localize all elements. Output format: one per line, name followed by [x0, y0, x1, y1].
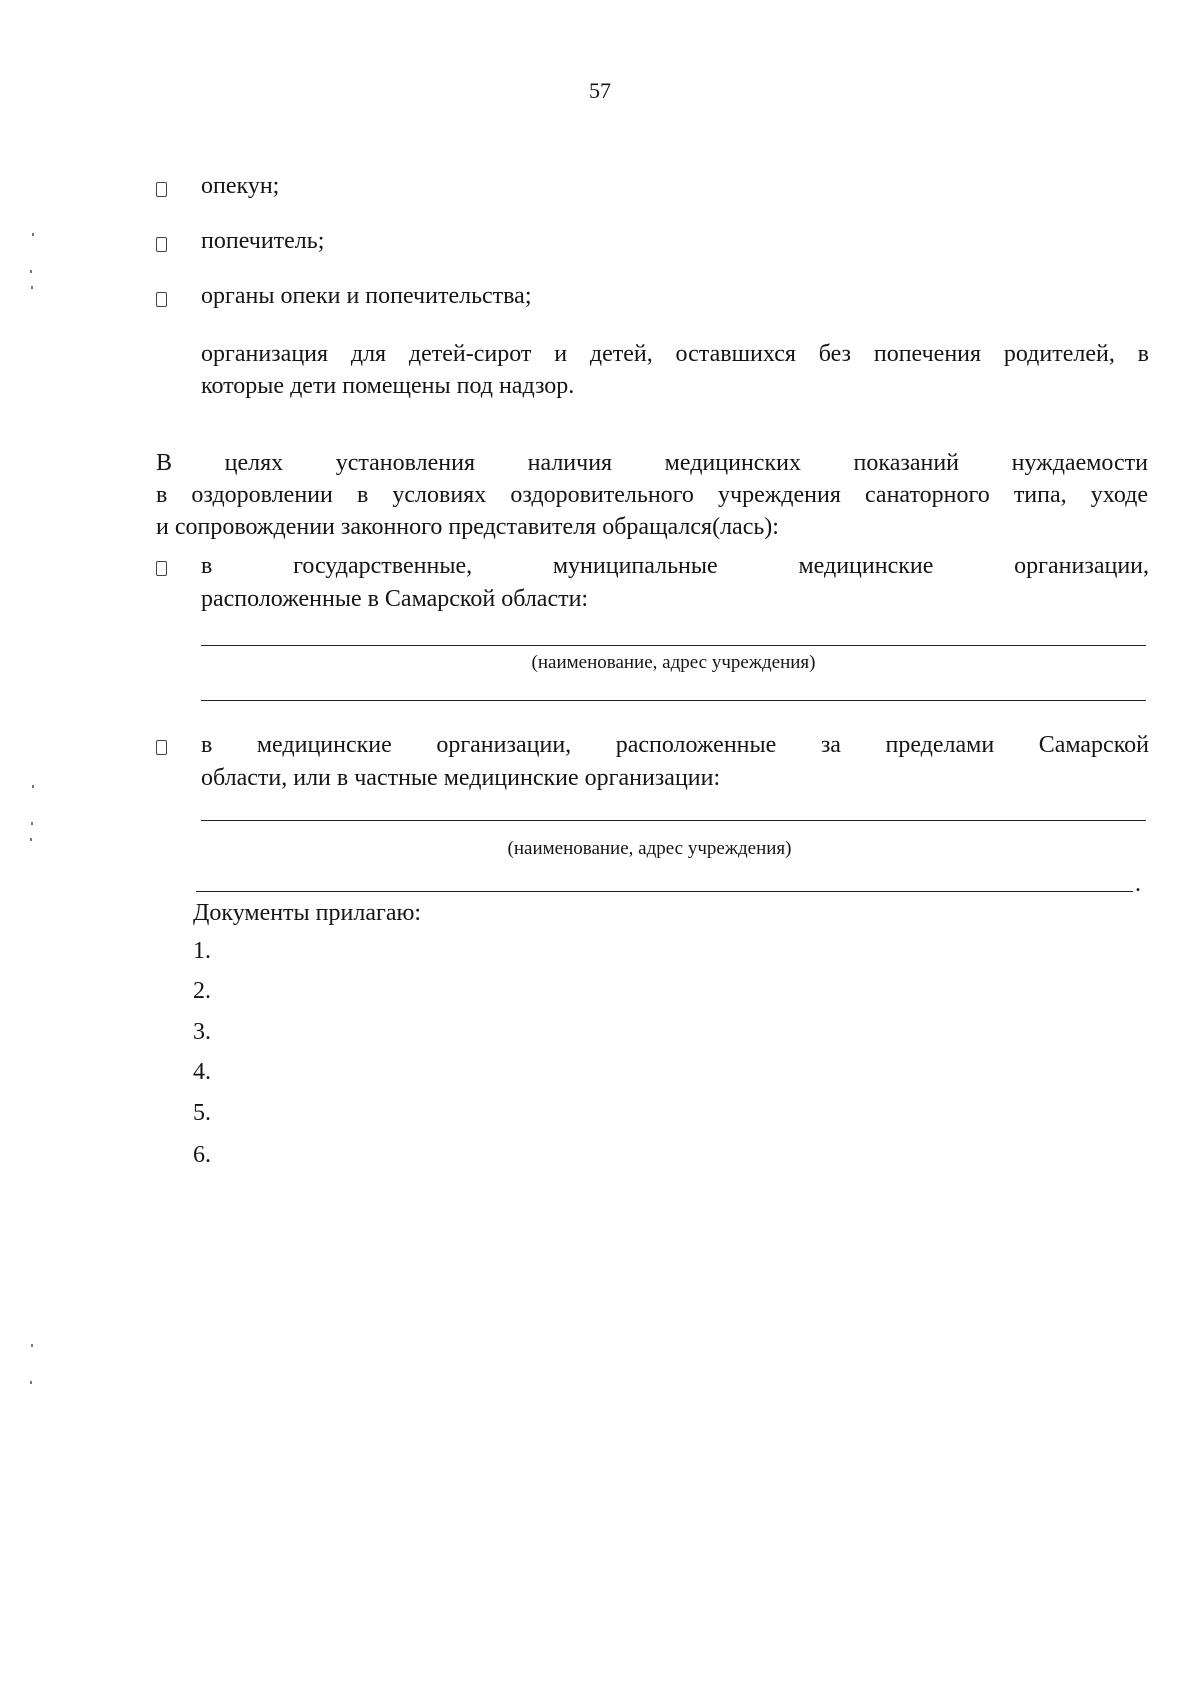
option-trustee-label: попечитель;: [201, 228, 325, 254]
purpose-paragraph-line3: и сопровождении законного представителя обращался(лась):: [156, 514, 779, 540]
scan-speck: [32, 785, 34, 788]
checkbox-trustee[interactable]: [156, 237, 167, 252]
scan-speck: [31, 286, 33, 289]
checkbox-guardianship-authorities[interactable]: [156, 292, 167, 307]
scan-speck: [32, 233, 34, 236]
other-organization-end-mark: .: [1135, 871, 1141, 897]
scan-speck: [31, 1344, 33, 1347]
checkbox-state-organizations[interactable]: [156, 561, 167, 576]
documents-item-3: 3.: [193, 1019, 211, 1045]
other-organization-input-line-2[interactable]: [196, 891, 1133, 892]
option-guardianship-authorities-label: органы опеки и попечительства;: [201, 283, 532, 309]
scan-speck: [30, 270, 32, 273]
other-organization-input-line-1[interactable]: [201, 820, 1146, 821]
documents-item-1: 1.: [193, 938, 211, 964]
documents-item-5: 5.: [193, 1100, 211, 1126]
scan-speck: [31, 822, 33, 825]
documents-item-2: 2.: [193, 978, 211, 1004]
option-orphan-organization-line2: которые дети помещены под надзор.: [201, 373, 575, 399]
documents-item-6: 6.: [193, 1142, 211, 1168]
option-state-organizations-line1: в государственные, муниципальные медицинские организации,: [201, 553, 1149, 579]
checkbox-guardian[interactable]: [156, 182, 167, 197]
scan-speck: [30, 1381, 32, 1384]
option-state-organizations-line2: расположенные в Самарской области:: [201, 586, 589, 612]
option-guardian-label: опекун;: [201, 173, 280, 199]
purpose-paragraph-line1: В целях установления наличия медицинских показаний нуждаемости: [156, 450, 1148, 476]
state-organization-input-line-2[interactable]: [201, 700, 1146, 701]
option-other-organizations-line2: области, или в частные медицинские организации:: [201, 765, 721, 791]
state-organization-input-line-1[interactable]: [201, 645, 1146, 646]
scan-speck: [30, 838, 32, 841]
option-other-organizations-line1: в медицинские организации, расположенные за пределами Самарской: [201, 732, 1149, 758]
purpose-paragraph-line2: в оздоровлении в условиях оздоровительного учреждения санаторного типа, уходе: [156, 482, 1148, 508]
checkbox-other-organizations[interactable]: [156, 740, 167, 755]
option-orphan-organization-line1: организация для детей-сирот и детей, оставшихся без попечения родителей, в: [201, 341, 1149, 367]
documents-heading: Документы прилагаю:: [193, 900, 422, 926]
state-organization-caption: (наименование, адрес учреждения): [531, 652, 816, 673]
documents-item-4: 4.: [193, 1059, 211, 1085]
page-number: 57: [589, 78, 611, 103]
other-organization-caption: (наименование, адрес учреждения): [507, 838, 792, 859]
